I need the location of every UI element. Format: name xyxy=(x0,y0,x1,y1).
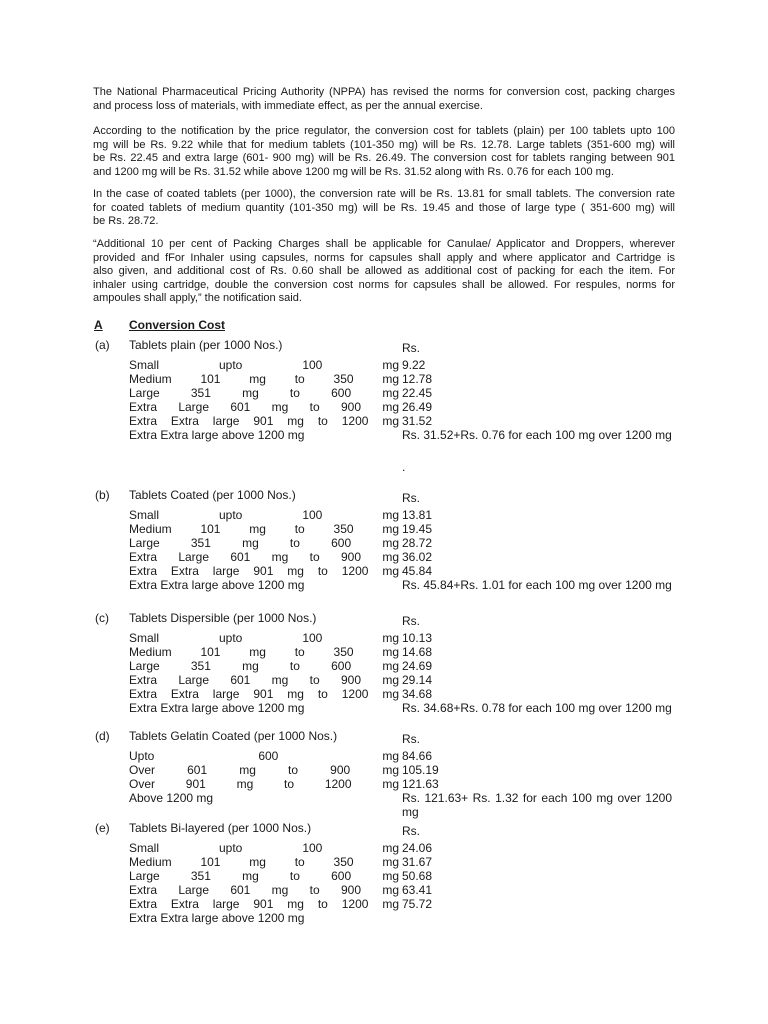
row-description: Large 351 mg to 600 mg xyxy=(129,536,399,550)
row-note: Rs. 34.68+Rs. 0.78 for each 100 mg over 1200 mg xyxy=(402,701,672,715)
cost-row xyxy=(129,687,569,701)
section-heading: Tablets Dispersible (per 1000 Nos.) xyxy=(129,611,317,625)
cost-row xyxy=(129,763,569,777)
row-value: 50.68 xyxy=(402,869,433,883)
cost-row xyxy=(129,372,569,386)
cost-row xyxy=(129,777,569,791)
row-value: 24.06 xyxy=(402,841,433,855)
row-description: Large 351 mg to 600 mg xyxy=(129,659,399,673)
paragraph-line: and process loss of materials, with immediate effect, as per the annual exercise. xyxy=(93,99,483,112)
paragraph-line: mg will be Rs. 9.22 while that for medium tablets (101-350 mg) will be Rs. 12.78. Large tablets (351-600 mg) will xyxy=(93,138,675,151)
row-description: Medium 101 mg to 350 mg xyxy=(129,855,399,869)
row-description: Upto 600 mg xyxy=(129,749,399,763)
cost-row xyxy=(129,791,672,819)
section-heading: Tablets Bi-layered (per 1000 Nos.) xyxy=(129,821,312,835)
paragraph-line: The National Pharmaceutical Pricing Authority (NPPA) has revised the norms for conversion cost, packing charges xyxy=(93,86,675,98)
row-value: 34.68 xyxy=(402,687,433,701)
intro-paragraph-2 xyxy=(93,125,675,179)
cost-row xyxy=(129,631,569,645)
cost-row xyxy=(129,855,569,869)
row-value: 13.81 xyxy=(402,508,433,522)
row-value: 45.84 xyxy=(402,564,433,578)
cost-row xyxy=(129,701,672,715)
row-description: Extra Extra large 901 mg to 1200 mg xyxy=(129,414,399,428)
paragraph-line: “Additional 10 per cent of Packing Charges shall be applicable for Canulae/ Applicator and Droppers, wherever xyxy=(93,238,675,250)
row-description: Extra Extra large above 1200 mg xyxy=(129,701,305,715)
paragraph-line: and 1200 mg will be Rs. 31.52 while above 1200 mg will be Rs. 31.52 along with Rs. 0.76 for each 100 mg. xyxy=(93,165,614,178)
cost-row xyxy=(129,428,672,442)
cost-row xyxy=(129,386,569,400)
row-description: Extra Large 601 mg to 900 mg xyxy=(129,550,399,564)
row-description: Extra Extra large above 1200 mg xyxy=(129,911,305,925)
row-description: Medium 101 mg to 350 mg xyxy=(129,645,399,659)
row-description: Extra Large 601 mg to 900 mg xyxy=(129,883,399,897)
row-value: 105.19 xyxy=(402,763,439,777)
row-description: Large 351 mg to 600 mg xyxy=(129,869,399,883)
cost-row xyxy=(129,578,672,592)
row-description: Extra Extra large above 1200 mg xyxy=(129,428,305,442)
paragraph-line: According to the notification by the price regulator, the conversion cost for tablets (plain) per 100 tablets upto 100 xyxy=(93,125,675,137)
row-value: 36.02 xyxy=(402,550,433,564)
section-label: (d) xyxy=(95,729,110,743)
paragraph-line: also given, and additional cost of Rs. 0.60 shall be allowed as additional cost of packing for each the item. For xyxy=(93,265,675,278)
cost-row xyxy=(129,550,569,564)
row-value: 31.67 xyxy=(402,855,433,869)
row-note: Rs. 31.52+Rs. 0.76 for each 100 mg over 1200 mg xyxy=(402,428,672,442)
section-heading: Tablets Coated (per 1000 Nos.) xyxy=(129,488,296,502)
section-heading: Tablets plain (per 1000 Nos.) xyxy=(129,338,283,352)
intro-paragraph-4 xyxy=(93,238,675,306)
row-value: 22.45 xyxy=(402,386,433,400)
cost-row xyxy=(129,659,569,673)
cost-row xyxy=(129,869,569,883)
row-description: Over 901 mg to 1200 mg xyxy=(129,777,399,791)
paragraph-line: for coated tablets of medium quantity (101-350 mg) will be Rs. 19.45 and those of large type ( 351-600 mg) will xyxy=(93,201,675,214)
row-value: 12.78 xyxy=(402,372,433,386)
paragraph-line: ampoules shall apply,” the notification said. xyxy=(93,292,302,305)
row-description: Medium 101 mg to 350 mg xyxy=(129,522,399,536)
row-description: Small upto 100 mg xyxy=(129,631,399,645)
intro-paragraph-3 xyxy=(93,188,675,229)
row-value: 63.41 xyxy=(402,883,433,897)
section-label: (e) xyxy=(95,821,110,835)
cost-row xyxy=(129,564,569,578)
section-label: (b) xyxy=(95,488,110,502)
cost-row xyxy=(129,414,569,428)
row-description: Extra Extra large 901 mg to 1200 mg xyxy=(129,687,399,701)
row-description: Extra Extra large 901 mg to 1200 mg xyxy=(129,564,399,578)
cost-row xyxy=(129,536,569,550)
row-description: Extra Extra large above 1200 mg xyxy=(129,578,305,592)
row-description: Extra Large 601 mg to 900 mg xyxy=(129,673,399,687)
row-value: 31.52 xyxy=(402,414,433,428)
section-heading: Tablets Gelatin Coated (per 1000 Nos.) xyxy=(129,729,338,743)
currency-header: Rs. xyxy=(402,614,420,628)
section-label: (a) xyxy=(95,338,110,352)
cost-row xyxy=(129,897,569,911)
section-title: Conversion Cost xyxy=(129,318,226,332)
row-description: Small upto 100 mg xyxy=(129,358,399,372)
cost-row xyxy=(129,400,569,414)
cost-row xyxy=(129,749,569,763)
cost-row xyxy=(129,522,569,536)
row-description: Extra Large 601 mg to 900 mg xyxy=(129,400,399,414)
row-value: 14.68 xyxy=(402,645,433,659)
section-letter: A xyxy=(94,318,103,332)
paragraph-line: provided and fFor Inhaler using capsules, norms for capsules shall apply and where applicator and Cartridge is xyxy=(93,251,675,264)
row-value: 24.69 xyxy=(402,659,433,673)
row-description: Small upto 100 mg xyxy=(129,841,399,855)
cost-row xyxy=(129,508,569,522)
paragraph-line: inhaler using cartridge, double the conversion cost norms for capsules shall be allowed. For respules, norms for xyxy=(93,278,675,291)
row-note: Rs. 121.63+ Rs. 1.32 for each 100 mg over 1200 mg xyxy=(402,791,672,819)
cost-row xyxy=(129,645,569,659)
row-value: 9.22 xyxy=(402,358,426,372)
row-description: Small upto 100 mg xyxy=(129,508,399,522)
paragraph-line: be Rs. 28.72. xyxy=(93,215,159,228)
row-description: Extra Extra large 901 mg to 1200 mg xyxy=(129,897,399,911)
cost-row xyxy=(129,911,569,925)
row-note: Rs. 45.84+Rs. 1.01 for each 100 mg over 1200 mg xyxy=(402,578,672,592)
cost-row xyxy=(129,358,569,372)
row-description: Large 351 mg to 600 mg xyxy=(129,386,399,400)
cost-row xyxy=(129,883,569,897)
currency-header: Rs. xyxy=(402,341,420,355)
paragraph-line: be Rs. 22.45 and extra large (601- 900 mg) will be Rs. 26.49. The conversion cost for tablets ranging between 901 xyxy=(93,152,675,165)
row-value: 75.72 xyxy=(402,897,433,911)
paragraph-line: In the case of coated tablets (per 1000), the conversion rate will be Rs. 13.81 for small tablets. The conversion rate xyxy=(93,188,675,200)
row-value: 29.14 xyxy=(402,673,433,687)
trailing-mark: . xyxy=(402,460,406,474)
row-description: Above 1200 mg xyxy=(129,791,214,805)
row-value: 10.13 xyxy=(402,631,433,645)
currency-header: Rs. xyxy=(402,824,420,838)
row-description: Over 601 mg to 900 mg xyxy=(129,763,399,777)
currency-header: Rs. xyxy=(402,732,420,746)
cost-row xyxy=(129,673,569,687)
row-value: 28.72 xyxy=(402,536,433,550)
currency-header: Rs. xyxy=(402,491,420,505)
cost-row xyxy=(129,841,569,855)
row-value: 84.66 xyxy=(402,749,433,763)
row-value: 19.45 xyxy=(402,522,433,536)
row-value: 26.49 xyxy=(402,400,433,414)
row-description: Medium 101 mg to 350 mg xyxy=(129,372,399,386)
row-value: 121.63 xyxy=(402,777,439,791)
intro-paragraph-1 xyxy=(93,86,675,113)
section-label: (c) xyxy=(95,611,109,625)
